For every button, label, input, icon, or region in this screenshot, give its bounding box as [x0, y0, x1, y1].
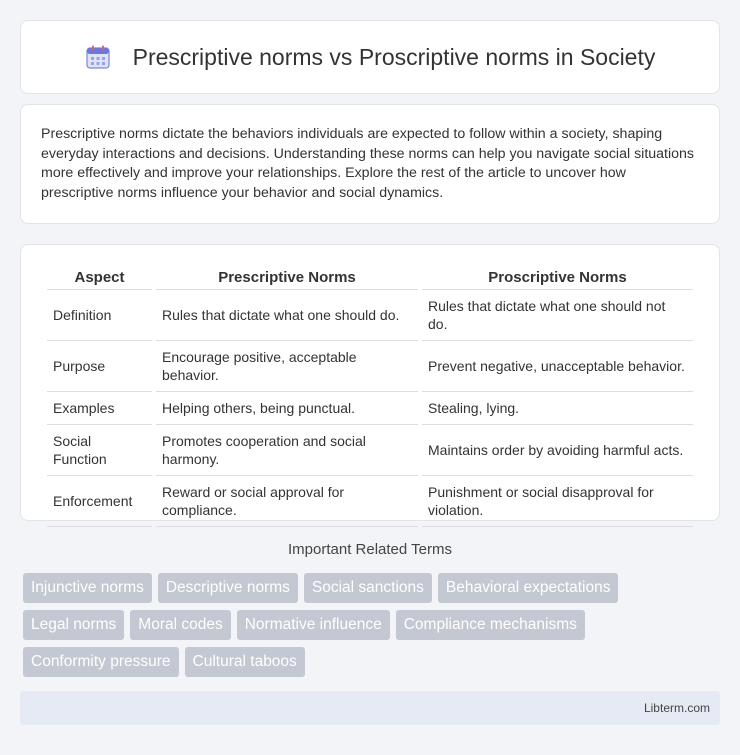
column-header: Aspect: [47, 265, 152, 290]
table-header-row: [47, 265, 693, 290]
table-row: [47, 290, 693, 341]
footer: [20, 691, 720, 725]
table-row: [47, 425, 693, 476]
table-cell: Reward or social approval for compliance.: [156, 476, 418, 527]
page-title: Prescriptive norms vs Proscriptive norms in Society: [132, 43, 656, 70]
column-header: Proscriptive Norms: [422, 265, 693, 290]
intro-text: Prescriptive norms dictate the behaviors individuals are expected to follow within a society, shaping everyday interactions and decisions. Understanding these norms can help you navigate social situations more effectively and improve your relationships. Explore the rest of the article to uncover how prescriptive norms influence your behavior and social dynamics.: [41, 126, 695, 201]
table-cell: Rules that dictate what one should do.: [156, 290, 418, 341]
related-term-tag[interactable]: Behavioral expectations: [438, 573, 619, 603]
table-cell: Maintains order by avoiding harmful acts.: [422, 425, 693, 476]
title-card: [20, 20, 720, 94]
table-cell: Definition: [47, 290, 152, 341]
related-term-tag[interactable]: Normative influence: [237, 610, 390, 640]
table-cell: Social Function: [47, 425, 152, 476]
table-cell: Promotes cooperation and social harmony.: [156, 425, 418, 476]
table-cell: Helping others, being punctual.: [156, 392, 418, 425]
table-cell: Encourage positive, acceptable behavior.: [156, 341, 418, 392]
related-term-tag[interactable]: Injunctive norms: [23, 573, 152, 603]
table-cell: Enforcement: [47, 476, 152, 527]
footer-site-link[interactable]: Libterm.com: [643, 701, 710, 715]
comparison-table: [43, 265, 697, 527]
calendar-icon: [85, 44, 111, 70]
table-cell: Prevent negative, unacceptable behavior.: [422, 341, 693, 392]
intro-card: [20, 104, 720, 224]
table-row: [47, 476, 693, 527]
table-cell: Rules that dictate what one should not do.: [422, 290, 693, 341]
comparison-card: [20, 244, 720, 521]
related-terms-title: Important Related Terms: [288, 541, 452, 558]
column-header: Prescriptive Norms: [156, 265, 418, 290]
table-cell: Stealing, lying.: [422, 392, 693, 425]
table-cell: Purpose: [47, 341, 152, 392]
table-cell: Punishment or social disapproval for violation.: [422, 476, 693, 527]
related-terms-list: [23, 573, 723, 684]
table-row: [47, 392, 693, 425]
related-term-tag[interactable]: Legal norms: [23, 610, 124, 640]
related-term-tag[interactable]: Social sanctions: [304, 573, 432, 603]
related-term-tag[interactable]: Conformity pressure: [23, 647, 179, 677]
related-term-tag[interactable]: Compliance mechanisms: [396, 610, 585, 640]
related-term-tag[interactable]: Descriptive norms: [158, 573, 298, 603]
table-cell: Examples: [47, 392, 152, 425]
related-term-tag[interactable]: Moral codes: [130, 610, 230, 640]
related-term-tag[interactable]: Cultural taboos: [185, 647, 305, 677]
table-row: [47, 341, 693, 392]
